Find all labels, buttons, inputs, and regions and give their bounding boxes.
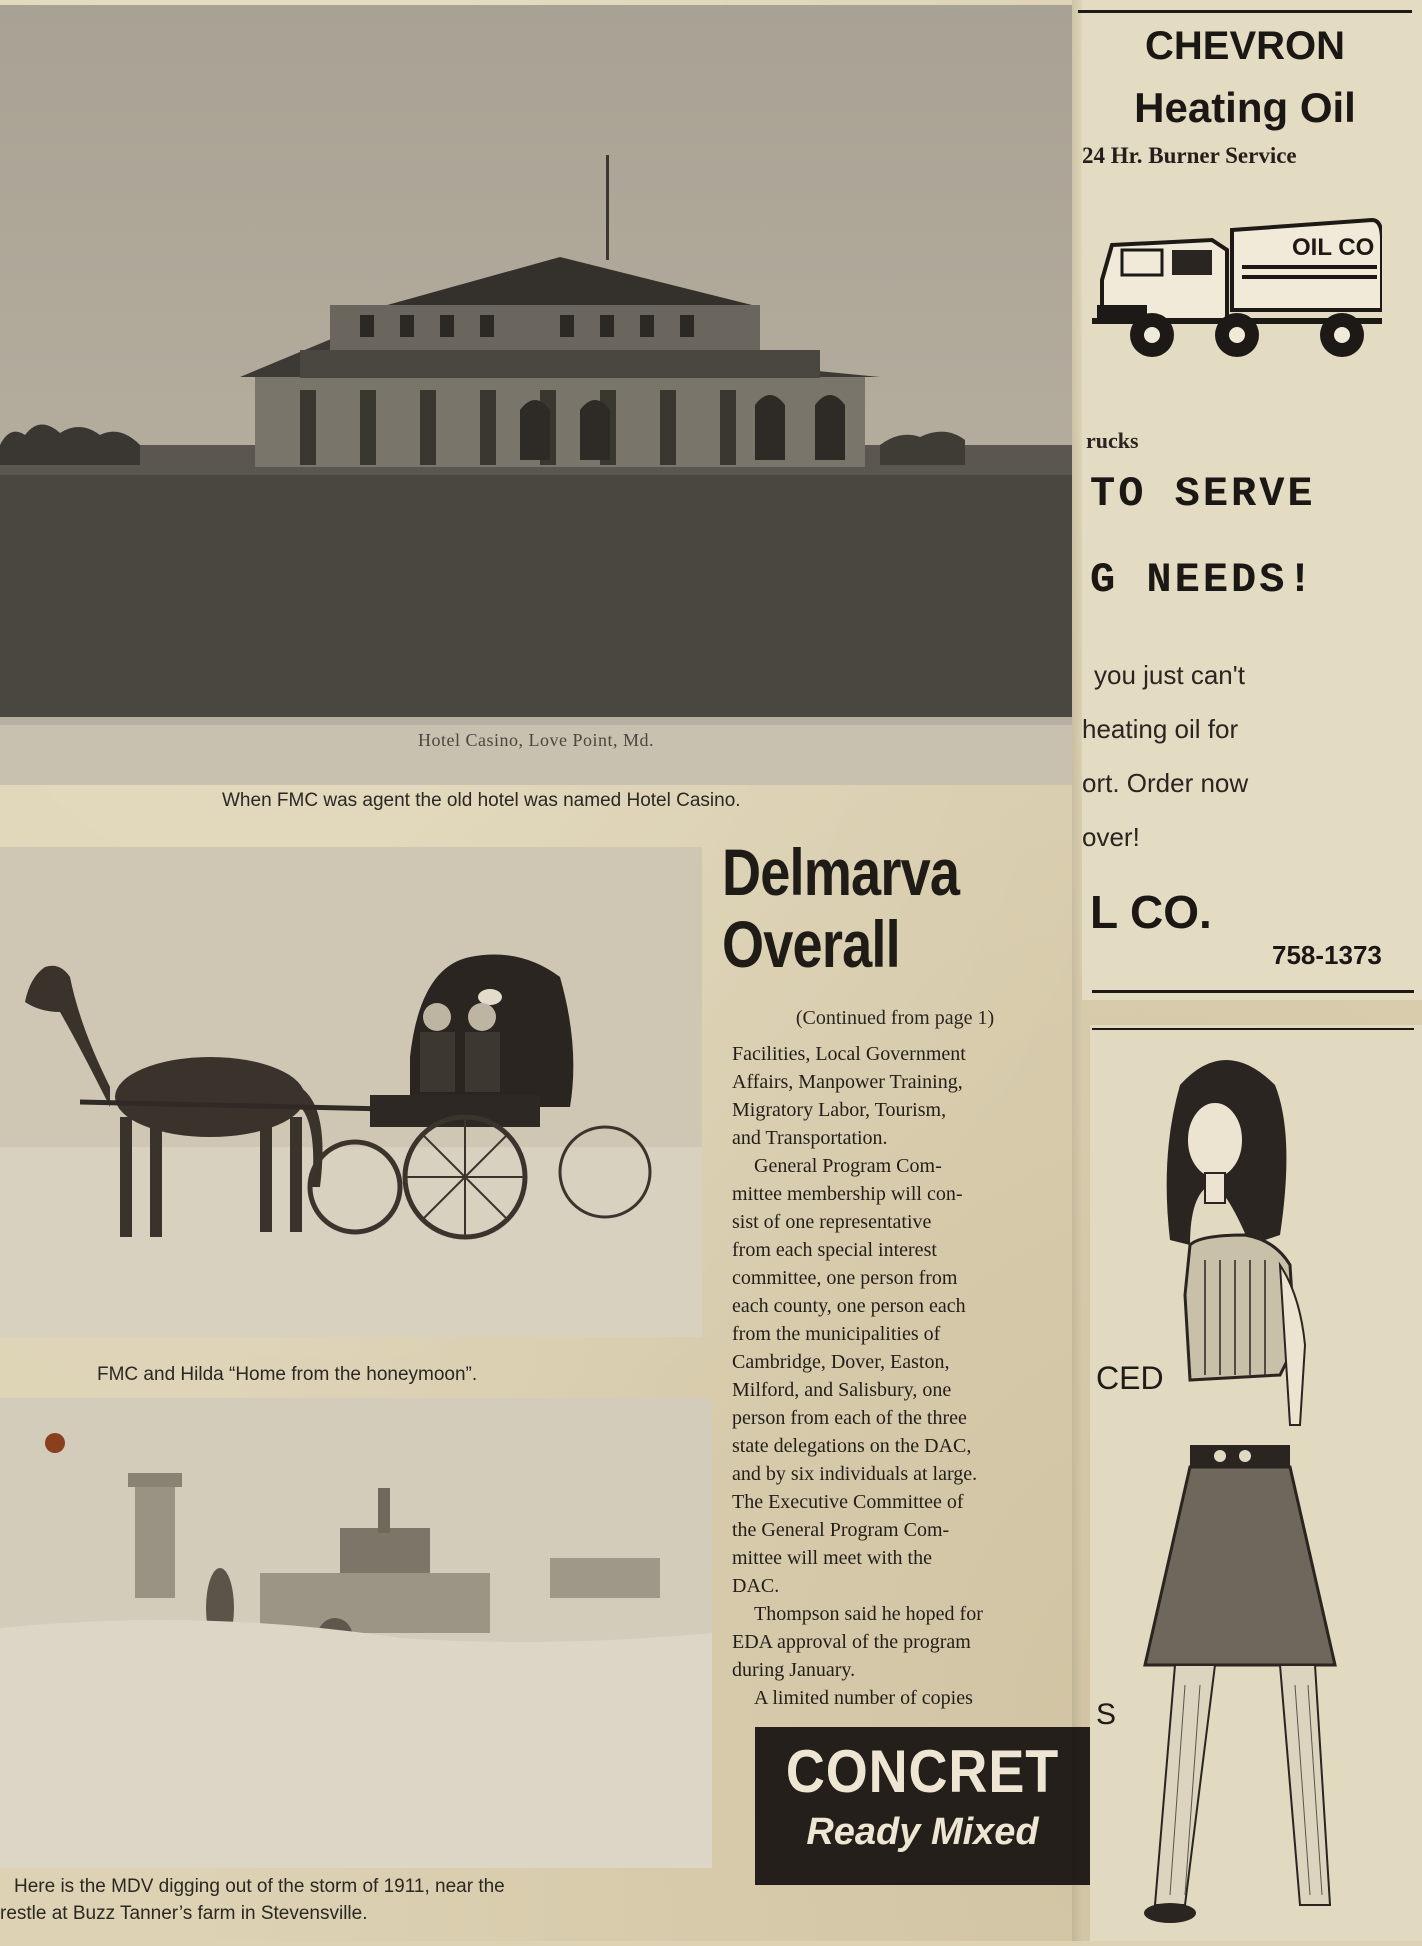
article-line: from the municipalities of <box>732 1323 941 1345</box>
oil-truck-illustration <box>1092 210 1382 370</box>
article-line: DAC. <box>732 1575 780 1597</box>
fashion-ad-ced-fragment: CED <box>1096 1360 1164 1396</box>
horse-and-buggy-illustration <box>0 847 702 1337</box>
article-line: and Transportation. <box>732 1127 888 1149</box>
article-line: Milford, and Salisbury, one <box>732 1379 952 1401</box>
article-line: person from each of the three <box>732 1407 967 1429</box>
hotel-casino-photo <box>0 5 1072 725</box>
buggy-photo-caption: FMC and Hilda “Home from the honeymoon”. <box>97 1364 478 1385</box>
chevron-ad-copy-4: over! <box>1082 822 1140 852</box>
article-line: Migratory Labor, Tourism, <box>732 1099 947 1121</box>
article-line: state delegations on the DAC, <box>732 1435 972 1457</box>
article-line: EDA approval of the program <box>732 1631 971 1653</box>
snow-scene-illustration <box>0 1398 712 1868</box>
concrete-ad-title: CONCRET <box>785 1738 1060 1805</box>
article-line: from each special interest <box>732 1239 937 1261</box>
concrete-ad-subtitle: Ready Mixed <box>806 1811 1039 1853</box>
chevron-ad-service: 24 Hr. Burner Service <box>1082 143 1297 168</box>
article-line: Thompson said he hoped for <box>754 1603 983 1625</box>
chevron-ad-bottom-rule <box>1092 990 1414 993</box>
concrete-ad <box>755 1727 1090 1885</box>
fashion-ad-top-rule <box>1092 1028 1414 1030</box>
truck-tank-text: OIL CO <box>1292 234 1375 261</box>
chevron-ad-serve: TO SERVE <box>1090 470 1316 518</box>
article-line: the General Program Com- <box>732 1519 950 1541</box>
article-line: during January. <box>732 1659 856 1681</box>
hotel-inner-caption: Hotel Casino, Love Point, Md. <box>418 730 654 750</box>
article-headline-line2: Overall <box>722 907 900 981</box>
chevron-ad-top-rule <box>1078 10 1412 13</box>
hotel-building-illustration <box>0 5 1072 725</box>
column-divider <box>1072 0 1082 1941</box>
article-line: mittee membership will con- <box>732 1183 963 1205</box>
storm-photo-caption-line1: Here is the MDV digging out of the storm of 1911, near the <box>14 1876 505 1897</box>
article-line: committee, one person from <box>732 1267 958 1289</box>
chevron-ad-trucks-fragment: rucks <box>1086 428 1139 453</box>
article-line: sist of one representative <box>732 1211 932 1233</box>
article-line: and by six individuals at large. <box>732 1463 978 1485</box>
chevron-ad-copy-1: you just can't <box>1094 660 1245 690</box>
article-line: Affairs, Manpower Training, <box>732 1071 963 1093</box>
fashion-ad-s-fragment: S <box>1096 1698 1117 1731</box>
article-line: Cambridge, Dover, Easton, <box>732 1351 950 1373</box>
chevron-ad-product: Heating Oil <box>1134 84 1356 131</box>
hotel-photo-caption: When FMC was agent the old hotel was named Hotel Casino. <box>222 790 741 811</box>
article-line: each county, one person each <box>732 1295 966 1317</box>
article-line: Facilities, Local Government <box>732 1043 966 1065</box>
chevron-ad-copy-2: heating oil for <box>1082 714 1239 744</box>
storm-photo-caption-line2: restle at Buzz Tanner’s farm in Stevensville. <box>0 1903 368 1924</box>
chevron-ad-needs: G NEEDS! <box>1090 556 1316 604</box>
fashion-model-illustration <box>1130 1045 1420 1941</box>
storm-1911-photo <box>0 1398 712 1868</box>
article-headline-line1: Delmarva <box>722 835 960 909</box>
buggy-honeymoon-photo <box>0 847 702 1337</box>
article-line: mittee will meet with the <box>732 1547 932 1569</box>
article-line: General Program Com- <box>754 1155 942 1177</box>
article-body <box>732 1040 1066 1712</box>
article-continued-note: (Continued from page 1) <box>795 1007 995 1029</box>
chevron-ad-company: L CO. <box>1090 886 1212 938</box>
chevron-ad-phone: 758-1373 <box>1272 940 1382 970</box>
article-line: A limited number of copies <box>754 1687 973 1709</box>
chevron-ad-brand: CHEVRON <box>1144 24 1346 68</box>
chevron-ad-copy-3: ort. Order now <box>1082 768 1249 798</box>
article-line: The Executive Committee of <box>732 1491 964 1513</box>
